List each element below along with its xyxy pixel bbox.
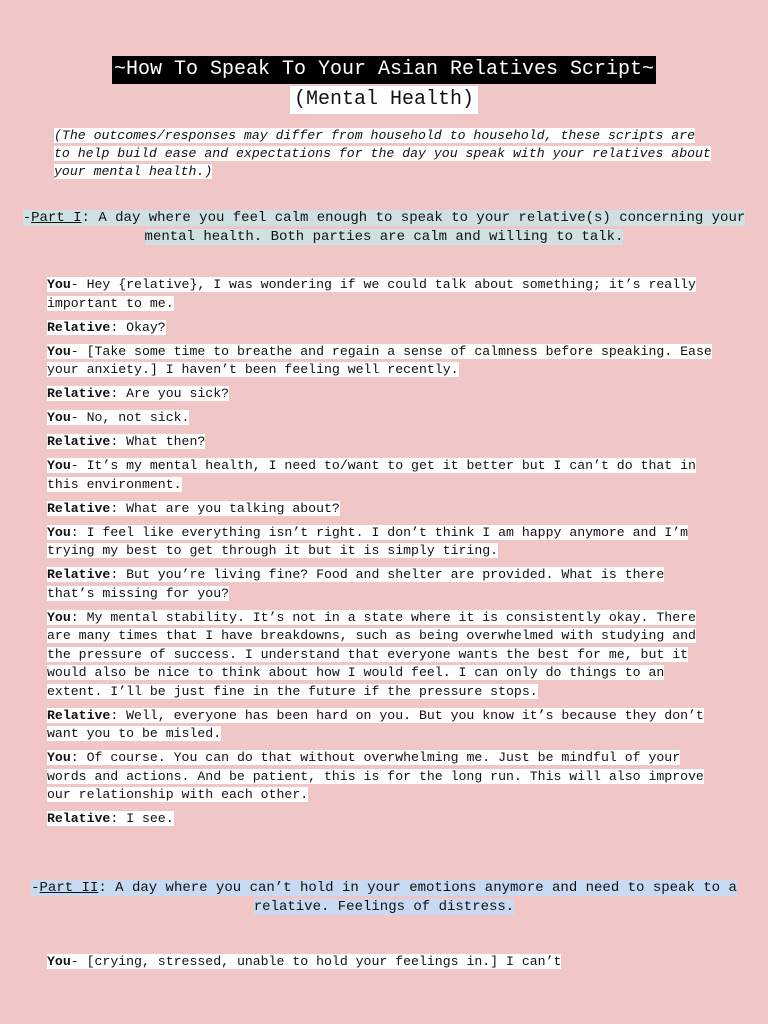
part-1-description: : A day where you feel calm enough to speak to your relative(s) concerning your mental health. Both parties are calm and willing to talk.	[81, 210, 746, 245]
speaker-label: Relative	[47, 811, 111, 826]
speaker-label: You	[47, 277, 71, 292]
dialogue-line: Relative: What are you talking about?	[47, 500, 340, 516]
line-text: It’s my mental health, I need to/want to get it better but I can’t do that in this environment.	[47, 458, 696, 492]
document-subtitle: (Mental Health)	[290, 86, 478, 114]
part-2-header	[0, 879, 768, 917]
dialogue-line: Relative: Okay?	[47, 319, 166, 335]
document-title-block	[0, 56, 768, 114]
speaker-label: Relative	[47, 707, 111, 723]
speaker-label: Relative	[47, 567, 111, 582]
dialogue-line: Relative: I see.	[47, 811, 174, 826]
dialogue-line: Relative: Are you sick?	[47, 386, 230, 401]
dialogue-line: You: My mental stability. It’s not in a state where it is consistently okay. There are many times that I have breakdowns, such as being overwhelmed with studying and the pressure of success. I understand that everyone wants the best for me, but it would also be nice to think about how I would feel. I can only do things to an extent. I’ll be just fine in the future if the pressure stops.	[47, 609, 696, 699]
part-2-description: : A day where you can’t hold in your emotions anymore and need to speak to a relative. Feelings of distress.	[98, 880, 737, 915]
part-2-prefix: -	[31, 880, 40, 896]
line-text: What then?	[126, 434, 206, 449]
speaker-label: Relative	[47, 434, 111, 449]
speaker-label: You	[47, 524, 71, 540]
line-text: No, not sick.	[86, 410, 190, 425]
dialogue-line: You: I feel like everything isn’t right. I don’t think I am happy anymore and I’m trying my best to get through it but it is simply tiring.	[47, 524, 689, 558]
line-text: Hey {relative}, I was wondering if we could talk about something; it’s really important to me.	[47, 277, 696, 311]
document-title: ~How To Speak To Your Asian Relatives Script~	[112, 56, 656, 84]
speaker-label: You	[47, 750, 71, 765]
speaker-label: You	[47, 458, 71, 473]
line-text: I see.	[126, 811, 174, 826]
dialogue-part-2	[47, 953, 713, 977]
speaker-label: Relative	[47, 319, 111, 335]
part-1-label: Part I	[31, 210, 82, 226]
line-text: I feel like everything isn’t right. I don’t think I am happy anymore and I’m trying my best to get through it but it is simply tiring.	[47, 524, 689, 558]
line-text: [Take some time to breathe and regain a sense of calmness before speaking. Ease your anxiety.] I haven’t been feeling well recently.	[47, 343, 712, 377]
dialogue-line: You- It’s my mental health, I need to/want to get it better but I can’t do that in this environment.	[47, 458, 696, 492]
disclaimer-note	[54, 127, 714, 181]
speaker-label: Relative	[47, 386, 111, 401]
speaker-label: You	[47, 410, 71, 425]
line-text: [crying, stressed, unable to hold your feelings in.] I can’t	[86, 954, 562, 969]
disclaimer-text: (The outcomes/responses may differ from household to household, these scripts are to help build ease and expectations for the day you speak with your relatives about your mental health.)	[54, 128, 711, 179]
dialogue-line: You- [Take some time to breathe and regain a sense of calmness before speaking. Ease your anxiety.] I haven’t been feeling well recently.	[47, 343, 712, 377]
dialogue-line: You: Of course. You can do that without overwhelming me. Just be mindful of your words and actions. And be patient, this is for the long run. This will also improve our relationship with each other.	[47, 750, 704, 802]
part-1-prefix: -	[22, 210, 32, 226]
dialogue-line: You- No, not sick.	[47, 410, 190, 425]
speaker-label: You	[47, 609, 71, 625]
part-1-header	[0, 209, 768, 247]
line-text: Well, everyone has been hard on you. But you know it’s because they don’t want you to be misled.	[47, 707, 704, 741]
dialogue-line: Relative: But you’re living fine? Food and shelter are provided. What is there that’s missing for you?	[47, 567, 665, 601]
speaker-label: Relative	[47, 500, 111, 516]
speaker-label: You	[47, 343, 71, 359]
dialogue-part-1	[47, 276, 713, 834]
line-text: Okay?	[126, 319, 166, 335]
line-text: Are you sick?	[126, 386, 230, 401]
dialogue-line: Relative: Well, everyone has been hard on you. But you know it’s because they don’t want you to be misled.	[47, 707, 704, 741]
line-text: Of course. You can do that without overwhelming me. Just be mindful of your words and actions. And be patient, this is for the long run. This will also improve our relationship with each other.	[47, 750, 704, 802]
part-2-label: Part II	[39, 880, 99, 896]
speaker-label: You	[47, 954, 71, 969]
line-text: My mental stability. It’s not in a state where it is consistently okay. There are many times that I have breakdowns, such as being overwhelmed with studying and the pressure of success. I understand that everyone wants the best for me, but it would also be nice to think about how I would feel. I can only do things to an extent. I’ll be just fine in the future if the pressure stops.	[47, 609, 696, 699]
dialogue-line: You- Hey {relative}, I was wondering if we could talk about something; it’s really important to me.	[47, 277, 696, 311]
line-text: What are you talking about?	[126, 500, 340, 516]
dialogue-line: You- [crying, stressed, unable to hold your feelings in.] I can’t	[47, 954, 562, 969]
dialogue-line: Relative: What then?	[47, 434, 206, 449]
line-text: But you’re living fine? Food and shelter are provided. What is there that’s missing for you?	[47, 567, 665, 601]
